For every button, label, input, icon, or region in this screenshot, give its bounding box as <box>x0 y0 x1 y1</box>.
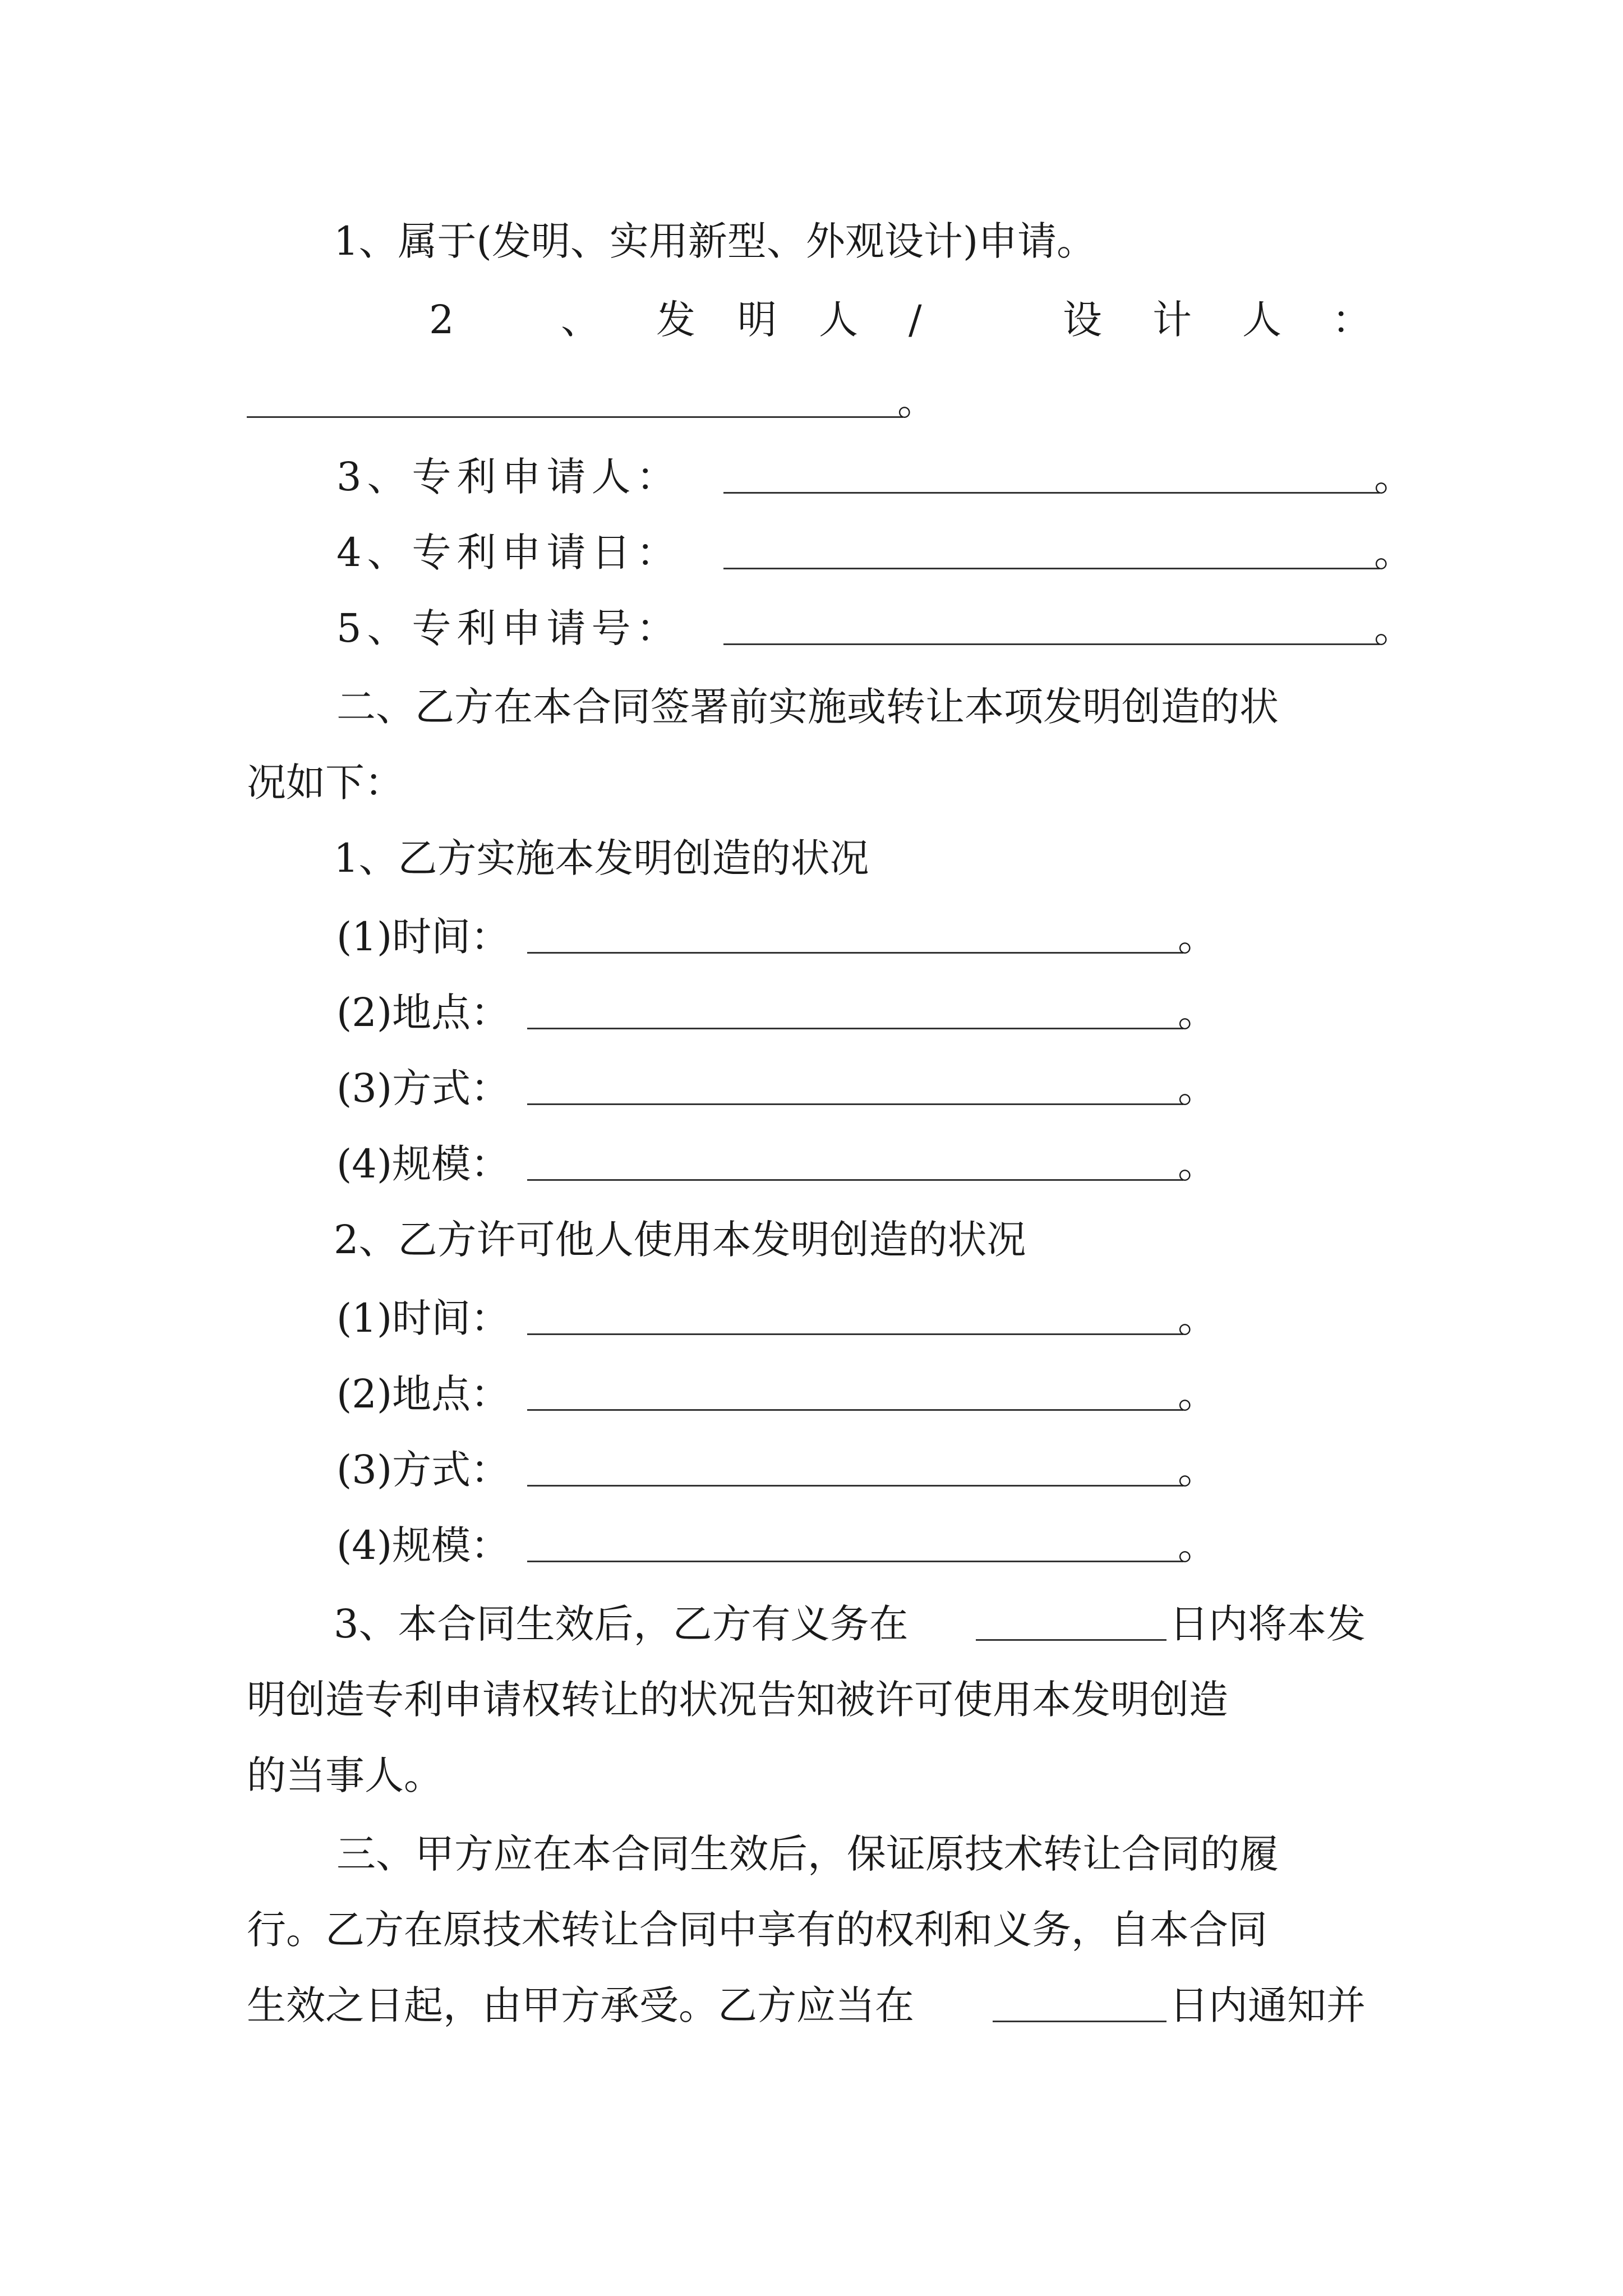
inventor-char: 2 <box>429 297 454 343</box>
section-3-text: 生效之日起，由甲方承受。乙方应当在 <box>247 1982 914 2028</box>
section-3-line-a <box>0 1823 1623 1885</box>
item-label: (1)时间： <box>336 914 510 960</box>
period: 。 <box>897 378 937 424</box>
filing-date-label: 4、专利申请日： <box>336 530 681 576</box>
item-scale <box>0 1133 1623 1195</box>
item-time <box>0 1287 1623 1349</box>
subsection-title: 2、乙方许可他人使用本发明创造的状况 <box>334 1217 1026 1263</box>
item-method <box>0 1057 1623 1119</box>
section-2-text: 二、乙方在本合同签署前实施或转让本项发明创造的状 <box>336 684 1279 730</box>
inventor-char: / <box>909 297 922 343</box>
item-label: (2)地点： <box>336 1371 510 1417</box>
inventor-char: 发 <box>656 297 695 343</box>
clause-3-text: 3、本合同生效后，乙方有义务在 <box>334 1601 909 1647</box>
applicant-line <box>0 446 1623 508</box>
item-place <box>0 1363 1623 1425</box>
clause-line-1 <box>0 210 1623 272</box>
fill-blank[interactable] <box>527 1028 1183 1029</box>
item-label: (1)时间： <box>336 1295 510 1341</box>
item-label: (3)方式： <box>336 1447 510 1493</box>
item-label: (4)规模： <box>336 1141 510 1187</box>
item-label: (4)规模： <box>336 1522 510 1568</box>
fill-blank[interactable] <box>527 1409 1183 1411</box>
fill-blank[interactable] <box>527 952 1183 954</box>
application-no-line <box>0 597 1623 659</box>
fill-blank[interactable] <box>723 492 1380 494</box>
application-no-label: 5、专利申请号： <box>336 605 681 651</box>
period: 。 <box>1178 914 1217 960</box>
section-3-text: 三、甲方应在本合同生效后，保证原技术转让合同的履 <box>336 1831 1279 1877</box>
fill-blank[interactable] <box>976 1639 1166 1641</box>
section-2-line-a <box>0 676 1623 738</box>
subsection-2 <box>0 1209 1623 1271</box>
period: 。 <box>1178 1522 1217 1568</box>
inventor-char: 、 <box>561 297 600 343</box>
period: 。 <box>1374 530 1413 576</box>
period: 。 <box>1178 990 1217 1036</box>
fill-blank[interactable] <box>527 1485 1183 1487</box>
clause-3-text: 明创造专利申请权转让的状况告知被许可使用本发明创造 <box>247 1677 1228 1723</box>
subsection-title: 1、乙方实施本发明创造的状况 <box>334 835 869 881</box>
applicant-label: 3、专利申请人： <box>336 454 681 500</box>
filing-date-line <box>0 522 1623 583</box>
period: 。 <box>1374 454 1413 500</box>
fill-blank[interactable] <box>527 1333 1183 1335</box>
clause-3-line-a <box>0 1593 1623 1655</box>
fill-blank[interactable] <box>527 1179 1183 1181</box>
fill-blank[interactable] <box>527 1103 1183 1105</box>
item-time <box>0 906 1623 968</box>
section-3-line-b <box>0 1899 1623 1961</box>
clause-3-text: 的当事人。 <box>247 1752 443 1798</box>
item-method <box>0 1439 1623 1501</box>
fill-blank[interactable] <box>723 568 1380 569</box>
section-3-text: 行。乙方在原技术转让合同中享有的权利和义务，自本合同 <box>247 1907 1267 1953</box>
fill-blank[interactable] <box>993 2021 1166 2022</box>
item-place <box>0 982 1623 1043</box>
clause-3-text: 日内将本发 <box>1169 1601 1366 1647</box>
inventor-char: 人 <box>819 297 858 343</box>
period: 。 <box>1374 605 1413 651</box>
period: 。 <box>1178 1295 1217 1341</box>
period: 。 <box>1178 1371 1217 1417</box>
item-label: (3)方式： <box>336 1065 510 1111</box>
period: 。 <box>1178 1065 1217 1111</box>
fill-blank[interactable] <box>723 643 1380 645</box>
inventor-char: 人 <box>1242 297 1281 343</box>
section-3-text: 日内通知并 <box>1169 1982 1366 2028</box>
section-3-line-c <box>0 1975 1623 2036</box>
clause-3-line-c <box>0 1745 1623 1806</box>
inventor-char: 明 <box>737 297 777 343</box>
inventor-char: 设 <box>1063 297 1102 343</box>
inventor-blank-line <box>0 370 1623 432</box>
inventor-char: 计 <box>1152 297 1192 343</box>
fill-blank[interactable] <box>247 416 903 418</box>
inventor-line <box>0 289 1623 351</box>
section-2-text: 况如下： <box>247 760 404 806</box>
period: 。 <box>1178 1141 1217 1187</box>
fill-blank[interactable] <box>527 1561 1183 1562</box>
period: 。 <box>1178 1447 1217 1493</box>
item-scale <box>0 1515 1623 1576</box>
clause-3-line-b <box>0 1669 1623 1731</box>
item-label: (2)地点： <box>336 990 510 1036</box>
inventor-char: ： <box>1332 297 1371 343</box>
clause-text: 1、属于(发明、实用新型、外观设计)申请。 <box>334 218 1096 264</box>
section-2-line-b <box>0 752 1623 813</box>
subsection-1 <box>0 827 1623 889</box>
